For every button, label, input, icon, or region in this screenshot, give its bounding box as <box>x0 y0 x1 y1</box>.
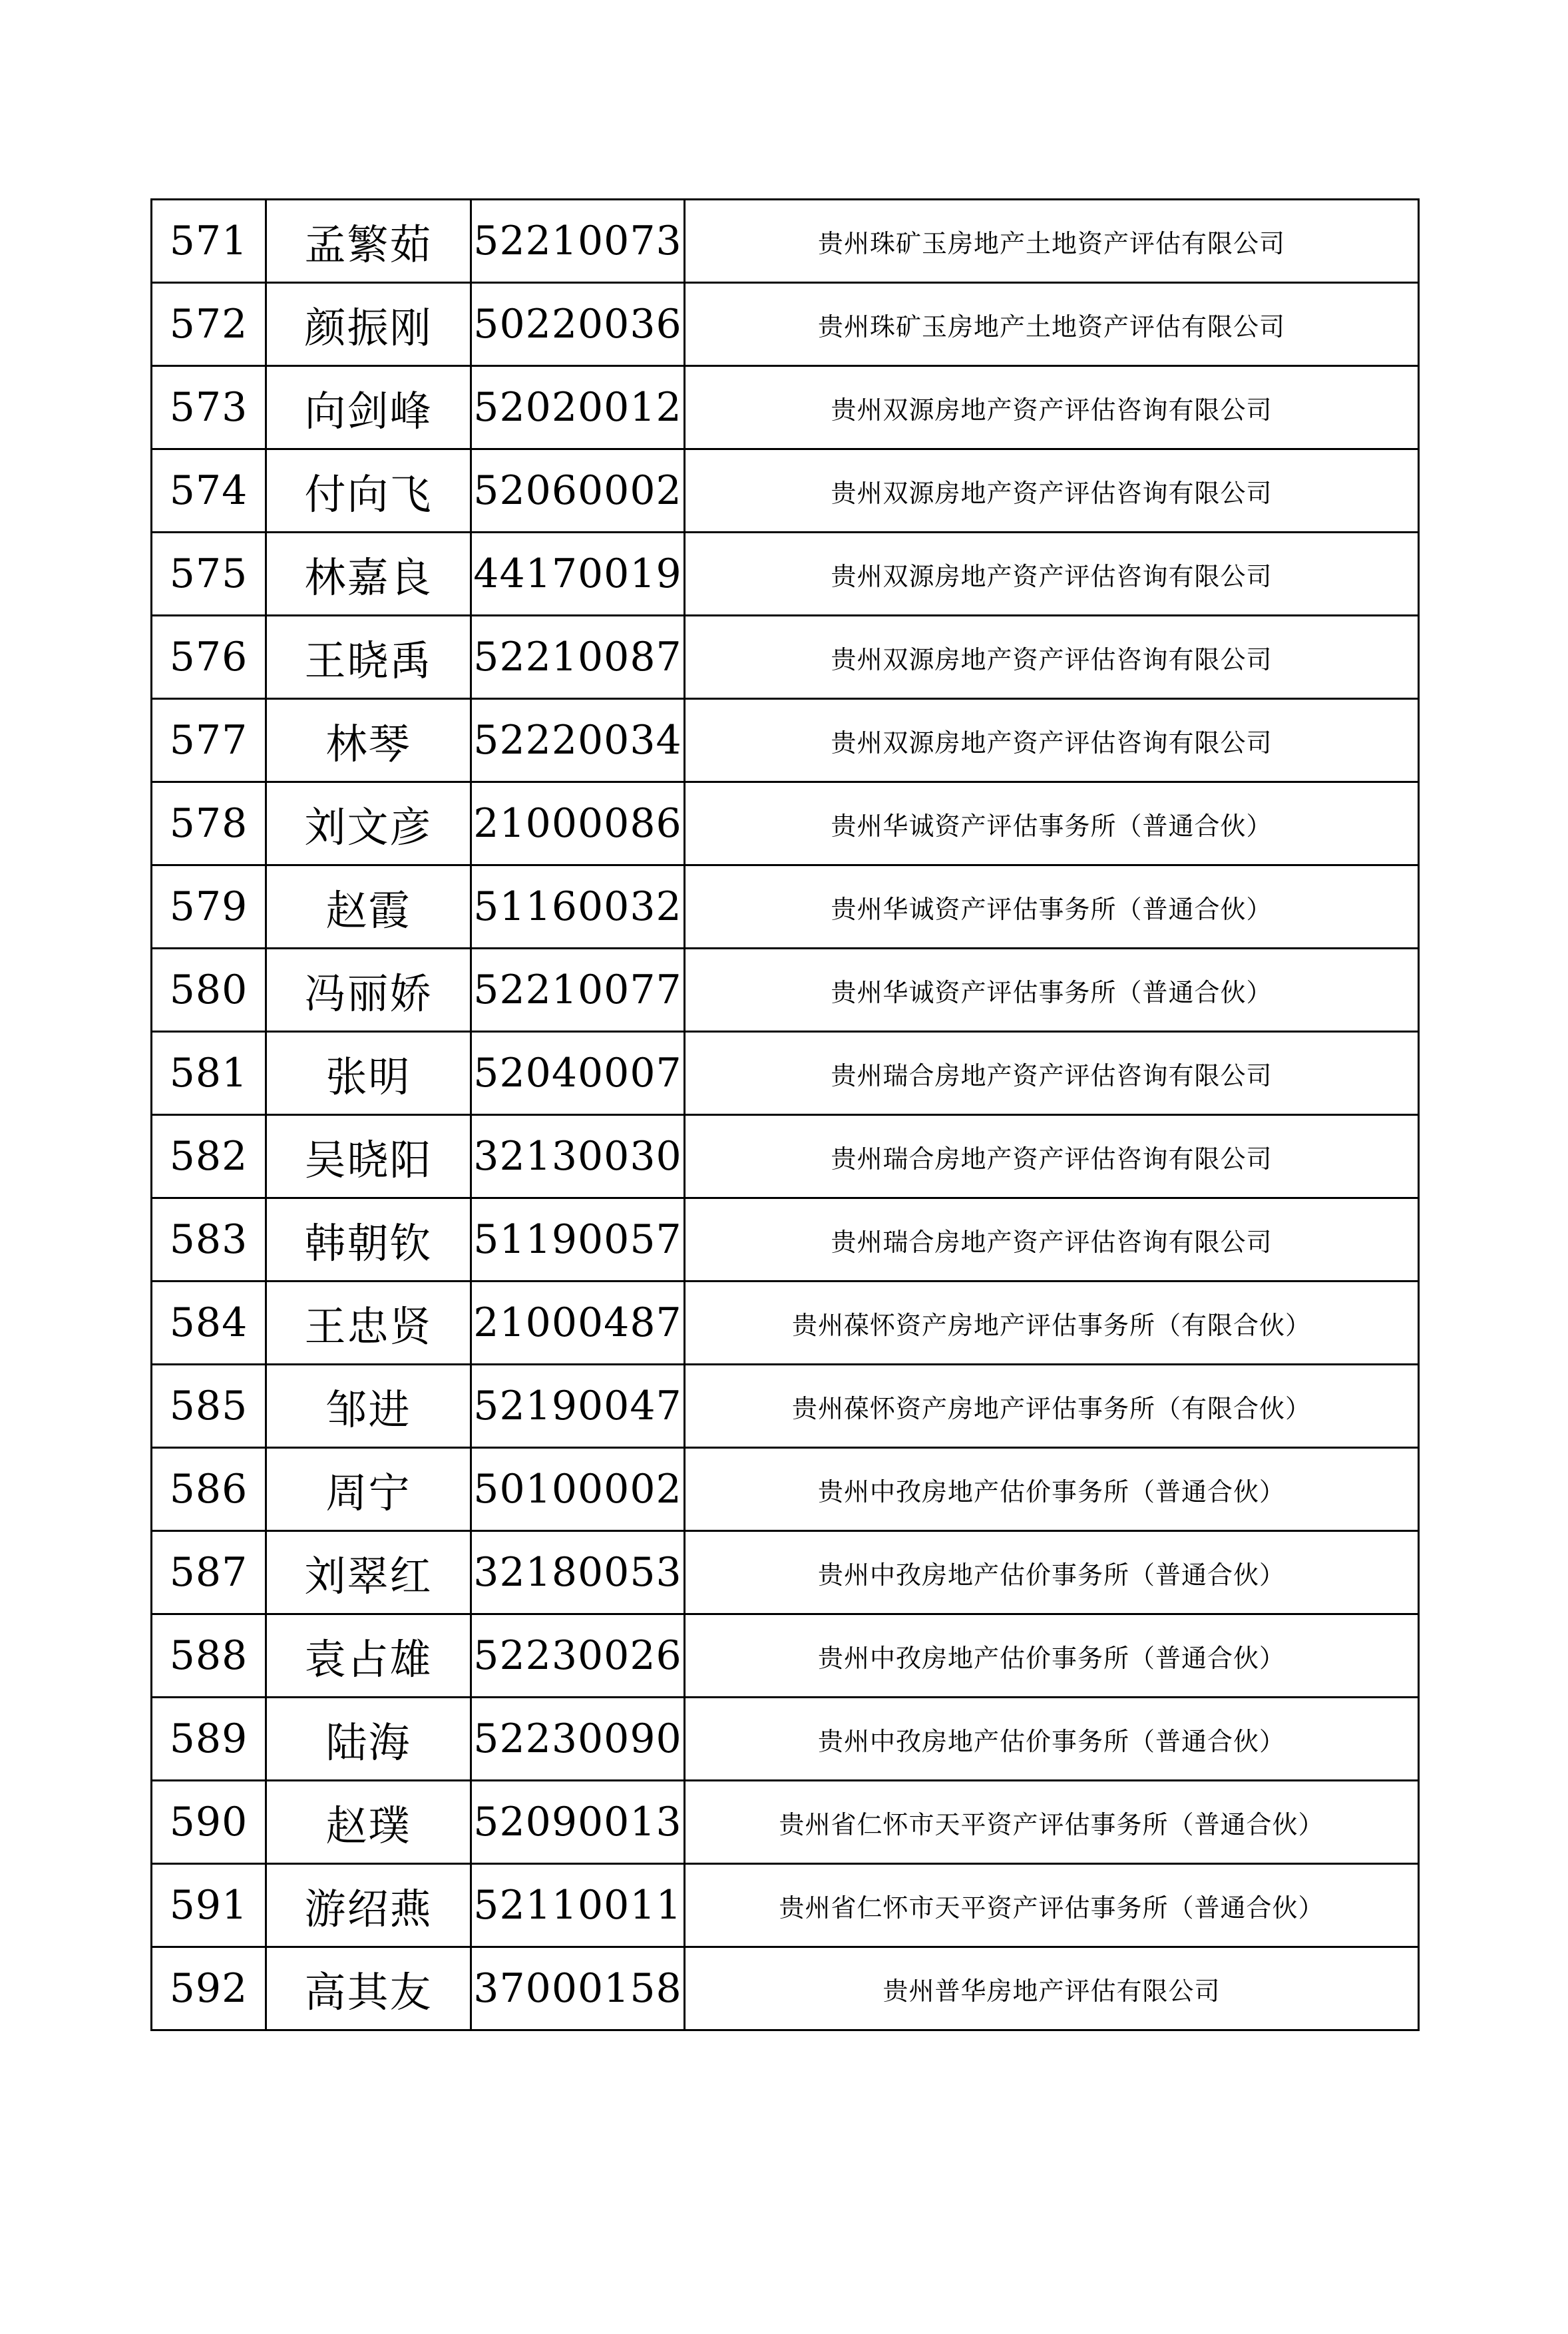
organization-name: 贵州中孜房地产估价事务所（普通合伙） <box>685 1614 1419 1698</box>
organization-name: 贵州葆怀资产房地产评估事务所（有限合伙） <box>685 1282 1419 1365</box>
registration-number: 32180053 <box>471 1531 685 1614</box>
table-row <box>152 1198 1419 1282</box>
table-row <box>152 616 1419 699</box>
row-index: 591 <box>152 1864 266 1947</box>
person-name: 向剑峰 <box>266 366 471 449</box>
table-row <box>152 699 1419 782</box>
registration-number: 52210087 <box>471 616 685 699</box>
person-name: 袁占雄 <box>266 1614 471 1698</box>
row-index: 590 <box>152 1781 266 1864</box>
registration-number: 52040007 <box>471 1032 685 1115</box>
row-index: 583 <box>152 1198 266 1282</box>
table-row <box>152 1614 1419 1698</box>
table-row <box>152 366 1419 449</box>
table-row <box>152 949 1419 1032</box>
organization-name: 贵州双源房地产资产评估咨询有限公司 <box>685 699 1419 782</box>
person-name: 冯丽娇 <box>266 949 471 1032</box>
row-index: 592 <box>152 1947 266 2030</box>
organization-name: 贵州普华房地产评估有限公司 <box>685 1947 1419 2030</box>
person-name: 赵璞 <box>266 1781 471 1864</box>
registration-number: 52110011 <box>471 1864 685 1947</box>
table-row <box>152 1282 1419 1365</box>
row-index: 577 <box>152 699 266 782</box>
registration-number: 44170019 <box>471 533 685 616</box>
organization-name: 贵州珠矿玉房地产土地资产评估有限公司 <box>685 200 1419 283</box>
registration-number: 52020012 <box>471 366 685 449</box>
registration-number: 51190057 <box>471 1198 685 1282</box>
row-index: 579 <box>152 865 266 949</box>
row-index: 585 <box>152 1365 266 1448</box>
person-name: 游绍燕 <box>266 1864 471 1947</box>
row-index: 571 <box>152 200 266 283</box>
person-name: 韩朝钦 <box>266 1198 471 1282</box>
table-row <box>152 1864 1419 1947</box>
registration-number: 52230090 <box>471 1698 685 1781</box>
registration-number: 52220034 <box>471 699 685 782</box>
person-name: 高其友 <box>266 1947 471 2030</box>
person-name: 吴晓阳 <box>266 1115 471 1198</box>
organization-name: 贵州省仁怀市天平资产评估事务所（普通合伙） <box>685 1864 1419 1947</box>
person-name: 周宁 <box>266 1448 471 1531</box>
person-name: 林琴 <box>266 699 471 782</box>
person-name: 赵霞 <box>266 865 471 949</box>
table-row <box>152 533 1419 616</box>
organization-name: 贵州珠矿玉房地产土地资产评估有限公司 <box>685 283 1419 366</box>
registration-number: 52090013 <box>471 1781 685 1864</box>
person-name: 王晓禹 <box>266 616 471 699</box>
person-name: 张明 <box>266 1032 471 1115</box>
organization-name: 贵州双源房地产资产评估咨询有限公司 <box>685 449 1419 533</box>
row-index: 589 <box>152 1698 266 1781</box>
person-name: 林嘉良 <box>266 533 471 616</box>
row-index: 576 <box>152 616 266 699</box>
organization-name: 贵州华诚资产评估事务所（普通合伙） <box>685 949 1419 1032</box>
registration-number: 52190047 <box>471 1365 685 1448</box>
table-row <box>152 865 1419 949</box>
organization-name: 贵州双源房地产资产评估咨询有限公司 <box>685 616 1419 699</box>
table-row <box>152 1448 1419 1531</box>
table-row <box>152 1032 1419 1115</box>
person-name: 刘文彦 <box>266 782 471 865</box>
row-index: 581 <box>152 1032 266 1115</box>
table-row <box>152 1781 1419 1864</box>
appraiser-roster-table <box>150 198 1420 2031</box>
row-index: 572 <box>152 283 266 366</box>
registration-number: 37000158 <box>471 1947 685 2030</box>
row-index: 574 <box>152 449 266 533</box>
table-row <box>152 1531 1419 1614</box>
person-name: 王忠贤 <box>266 1282 471 1365</box>
registration-number: 51160032 <box>471 865 685 949</box>
registration-number: 52210073 <box>471 200 685 283</box>
registration-number: 21000487 <box>471 1282 685 1365</box>
person-name: 邹进 <box>266 1365 471 1448</box>
organization-name: 贵州华诚资产评估事务所（普通合伙） <box>685 865 1419 949</box>
row-index: 588 <box>152 1614 266 1698</box>
registration-number: 52060002 <box>471 449 685 533</box>
person-name: 颜振刚 <box>266 283 471 366</box>
organization-name: 贵州华诚资产评估事务所（普通合伙） <box>685 782 1419 865</box>
organization-name: 贵州双源房地产资产评估咨询有限公司 <box>685 366 1419 449</box>
person-name: 刘翠红 <box>266 1531 471 1614</box>
organization-name: 贵州中孜房地产估价事务所（普通合伙） <box>685 1448 1419 1531</box>
row-index: 584 <box>152 1282 266 1365</box>
registration-number: 52210077 <box>471 949 685 1032</box>
organization-name: 贵州瑞合房地产资产评估咨询有限公司 <box>685 1198 1419 1282</box>
row-index: 580 <box>152 949 266 1032</box>
registration-number: 52230026 <box>471 1614 685 1698</box>
organization-name: 贵州葆怀资产房地产评估事务所（有限合伙） <box>685 1365 1419 1448</box>
table-row <box>152 200 1419 283</box>
person-name: 付向飞 <box>266 449 471 533</box>
row-index: 575 <box>152 533 266 616</box>
organization-name: 贵州瑞合房地产资产评估咨询有限公司 <box>685 1032 1419 1115</box>
table-row <box>152 1365 1419 1448</box>
row-index: 587 <box>152 1531 266 1614</box>
registration-number: 50220036 <box>471 283 685 366</box>
organization-name: 贵州省仁怀市天平资产评估事务所（普通合伙） <box>685 1781 1419 1864</box>
table-row <box>152 1698 1419 1781</box>
table-row <box>152 283 1419 366</box>
registration-number: 21000086 <box>471 782 685 865</box>
organization-name: 贵州双源房地产资产评估咨询有限公司 <box>685 533 1419 616</box>
organization-name: 贵州中孜房地产估价事务所（普通合伙） <box>685 1531 1419 1614</box>
table-row <box>152 782 1419 865</box>
table-row <box>152 1115 1419 1198</box>
registration-number: 50100002 <box>471 1448 685 1531</box>
row-index: 578 <box>152 782 266 865</box>
row-index: 586 <box>152 1448 266 1531</box>
organization-name: 贵州中孜房地产估价事务所（普通合伙） <box>685 1698 1419 1781</box>
person-name: 陆海 <box>266 1698 471 1781</box>
row-index: 573 <box>152 366 266 449</box>
person-name: 孟繁茹 <box>266 200 471 283</box>
table-row <box>152 449 1419 533</box>
registration-number: 32130030 <box>471 1115 685 1198</box>
roster-body <box>152 200 1419 2030</box>
row-index: 582 <box>152 1115 266 1198</box>
organization-name: 贵州瑞合房地产资产评估咨询有限公司 <box>685 1115 1419 1198</box>
table-row <box>152 1947 1419 2030</box>
